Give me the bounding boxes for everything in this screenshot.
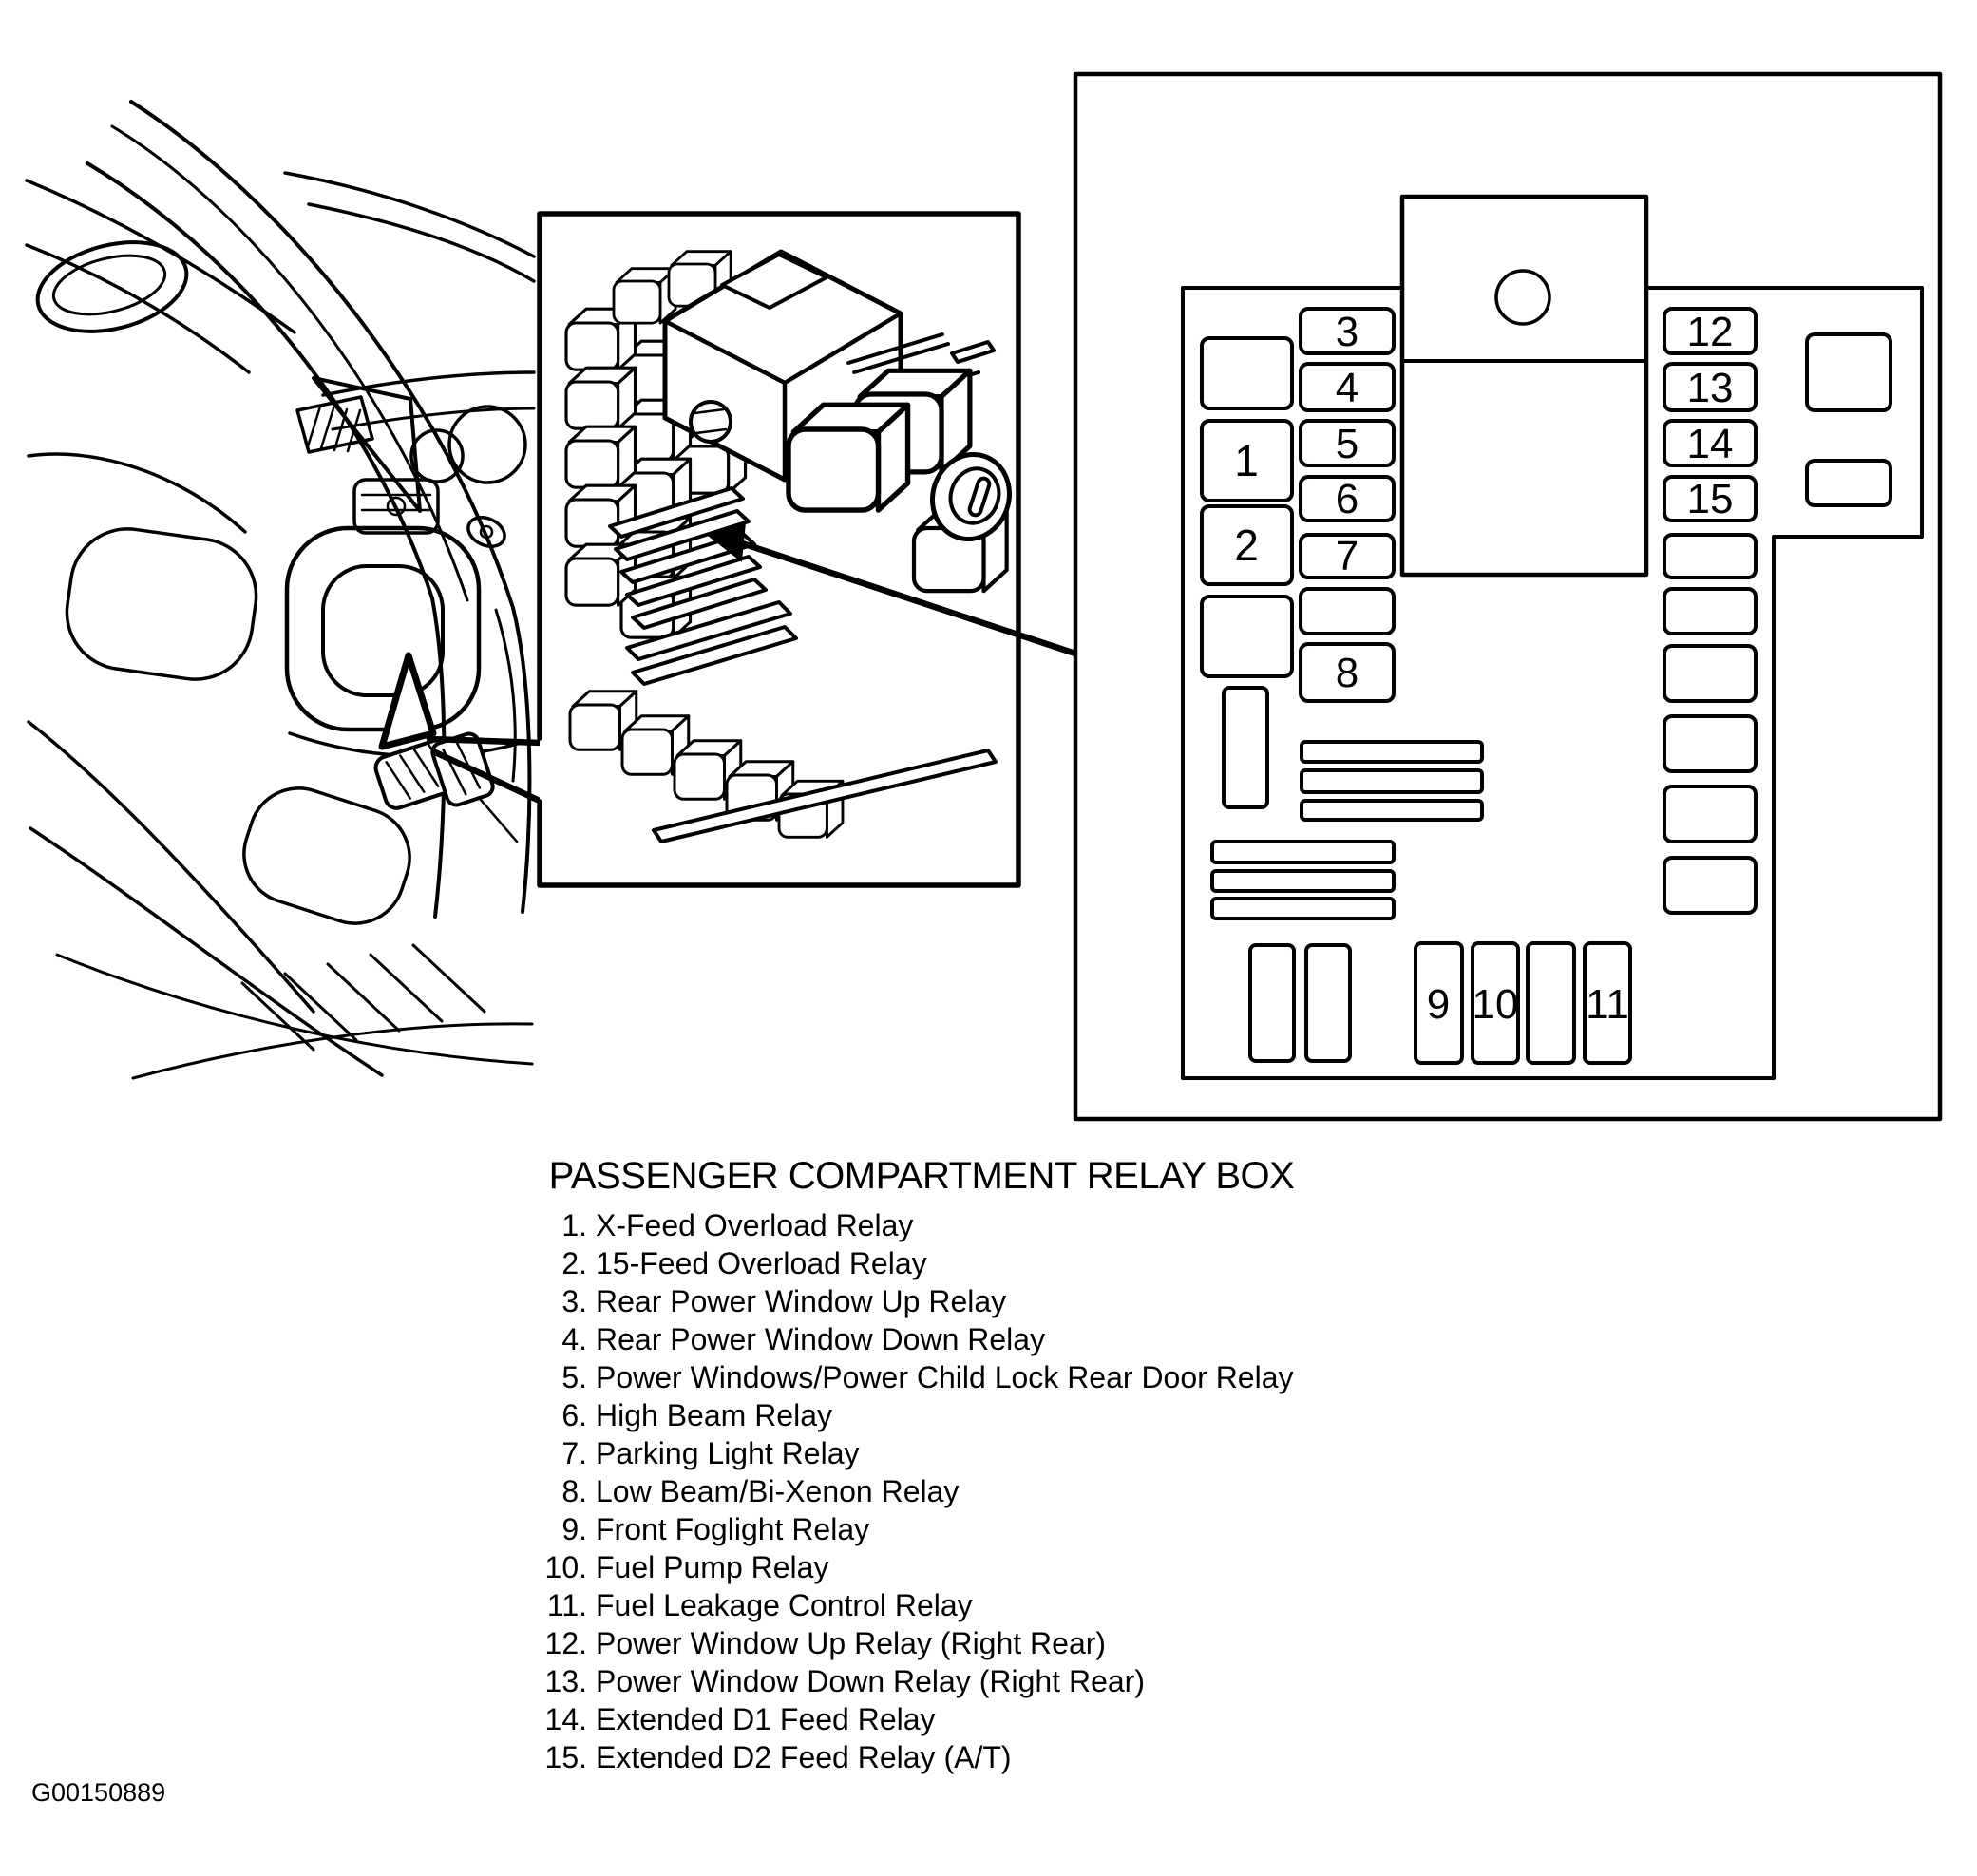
legend-item-label: Extended D2 Feed Relay (A/T)	[596, 1740, 1012, 1774]
legend-item	[532, 1436, 1463, 1474]
slot-number-13: 13	[1686, 365, 1734, 411]
schematic-right-column	[1664, 309, 1756, 913]
figure-id: G00150889	[31, 1778, 166, 1807]
slot-number-10: 10	[1472, 981, 1519, 1028]
legend-item	[532, 1246, 1463, 1284]
relay-slot	[1306, 945, 1350, 1061]
legend-item-label: Fuel Pump Relay	[596, 1550, 829, 1584]
schematic-bottom-row	[1250, 943, 1630, 1063]
slot-number-7: 7	[1335, 533, 1359, 579]
slot-number-15: 15	[1686, 476, 1734, 522]
legend-item-label: Power Window Down Relay (Right Rear)	[596, 1664, 1145, 1698]
legend-item-label: High Beam Relay	[596, 1398, 832, 1432]
slot-number-2: 2	[1234, 521, 1259, 570]
slot-number-6: 6	[1335, 476, 1359, 522]
legend-item-number: 1.	[561, 1208, 587, 1242]
legend-item	[532, 1740, 1463, 1778]
legend-item-label: Front Foglight Relay	[596, 1512, 870, 1546]
legend-item	[532, 1512, 1463, 1550]
relay-slot	[1224, 688, 1267, 807]
legend-item-label: Power Windows/Power Child Lock Rear Door Relay	[596, 1360, 1294, 1394]
relay-slot	[1664, 716, 1756, 771]
legend-item-number: 8.	[561, 1474, 587, 1508]
legend-item-label: X-Feed Overload Relay	[596, 1208, 914, 1242]
legend-item	[532, 1398, 1463, 1436]
relay-slot	[1807, 461, 1891, 505]
relay-slot	[1664, 589, 1756, 634]
caption-title: PASSENGER COMPARTMENT RELAY BOX	[548, 1155, 1295, 1197]
relay-slot	[1202, 597, 1292, 676]
legend-item-number: 2.	[561, 1246, 587, 1280]
legend-item-label: Power Window Up Relay (Right Rear)	[596, 1626, 1107, 1660]
legend-item-label: Fuel Leakage Control Relay	[596, 1588, 973, 1622]
slot-number-14: 14	[1686, 421, 1734, 467]
slot-number-12: 12	[1686, 309, 1734, 355]
slot-number-8: 8	[1335, 650, 1359, 696]
legend-list	[532, 1208, 1463, 1778]
legend-item-label: Rear Power Window Up Relay	[596, 1284, 1007, 1318]
relay-slot	[1664, 646, 1756, 701]
slot-number-3: 3	[1335, 309, 1359, 355]
legend-item-number: 5.	[561, 1360, 587, 1394]
legend-item-label: Rear Power Window Down Relay	[596, 1322, 1046, 1356]
relay-slot	[1664, 786, 1756, 842]
legend-item-number: 6.	[561, 1398, 587, 1432]
legend-item-number: 11.	[546, 1588, 587, 1622]
relay-slot	[1807, 334, 1891, 410]
legend-item-number: 15.	[544, 1740, 587, 1774]
legend-item-number: 10.	[544, 1550, 587, 1584]
legend-item-number: 9.	[561, 1512, 587, 1546]
legend-item	[532, 1664, 1463, 1702]
legend-item	[532, 1626, 1463, 1664]
legend-item-label: 15-Feed Overload Relay	[596, 1246, 927, 1280]
relay-slot	[1528, 943, 1574, 1063]
main-connector-block	[1402, 197, 1646, 575]
legend-item-number: 7.	[561, 1436, 587, 1470]
slot-number-5: 5	[1335, 421, 1359, 467]
legend-item-number: 3.	[561, 1284, 587, 1318]
legend-item-number: 4.	[561, 1322, 587, 1356]
legend-item-number: 13.	[544, 1664, 587, 1698]
legend-item-label: Extended D1 Feed Relay	[596, 1702, 936, 1736]
schematic-middle-column	[1301, 309, 1394, 701]
legend-item	[532, 1474, 1463, 1512]
legend-item-label: Parking Light Relay	[596, 1436, 860, 1470]
relay-slot	[1202, 338, 1292, 408]
slot-number-4: 4	[1335, 365, 1359, 411]
relay-slot	[1664, 858, 1756, 913]
slot-number-11: 11	[1586, 981, 1629, 1028]
relay-slot	[1250, 945, 1294, 1061]
legend-item-number: 14.	[544, 1702, 587, 1736]
location-arrow	[382, 655, 433, 747]
legend-item	[532, 1588, 1463, 1626]
legend-item	[532, 1360, 1463, 1398]
legend-item	[532, 1208, 1463, 1246]
car-interior-illustration	[27, 102, 542, 1078]
legend-item	[532, 1702, 1463, 1740]
relay-box-inset	[540, 214, 1020, 885]
side-mirror	[29, 228, 197, 346]
legend-item	[532, 1322, 1463, 1360]
steering-wheel	[287, 528, 479, 730]
slot-number-9: 9	[1426, 981, 1451, 1028]
legend-item-label: Low Beam/Bi-Xenon Relay	[596, 1474, 960, 1508]
relay-slot	[1664, 535, 1756, 578]
legend-item-number: 12.	[544, 1626, 587, 1660]
legend-item	[532, 1284, 1463, 1322]
slot-number-1: 1	[1234, 436, 1259, 485]
relay-slot	[1301, 589, 1394, 634]
legend-item	[532, 1550, 1463, 1588]
relay-box-schematic	[1075, 74, 1940, 1119]
